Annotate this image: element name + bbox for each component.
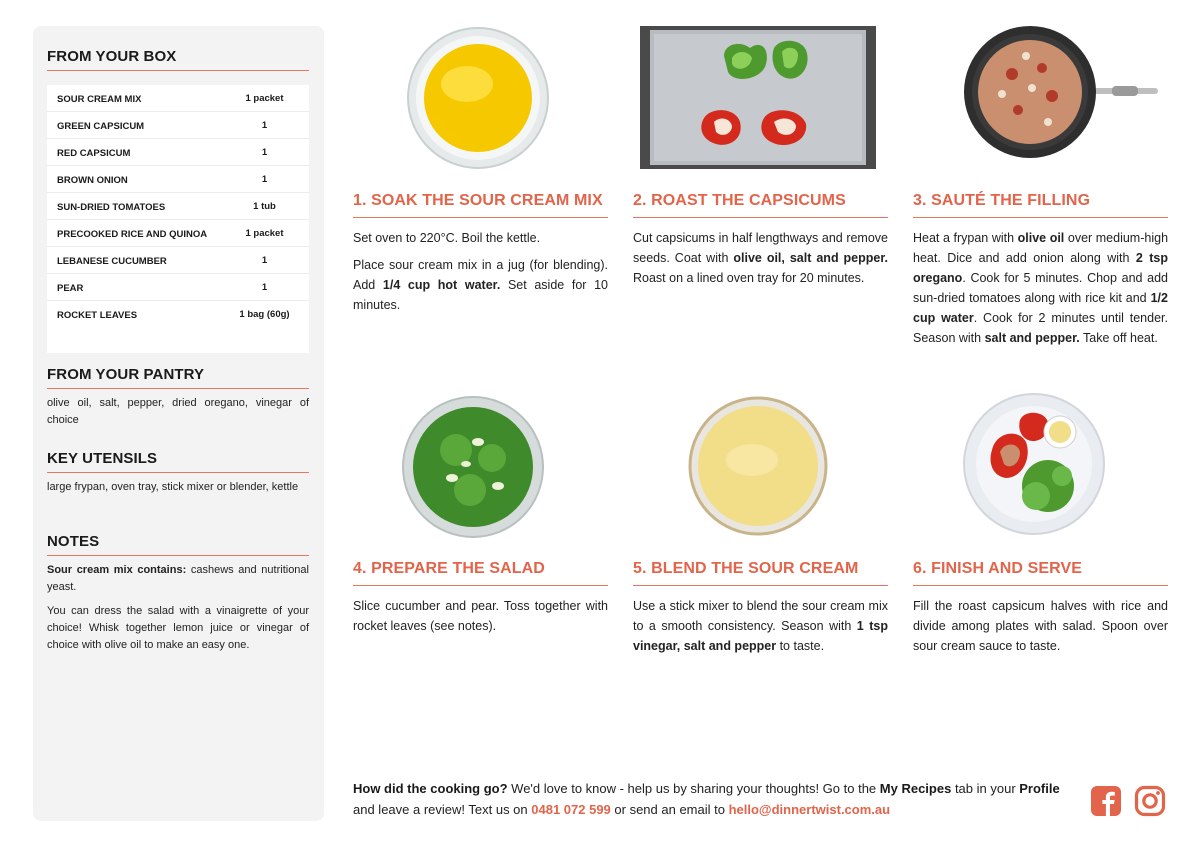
step-6-text: Fill the roast capsicum halves with rice and divide among plates with salad. Spoon over sour cream sauce to taste. [913, 599, 1168, 653]
ingredient-row: RED CAPSICUM 1 [47, 139, 309, 166]
notes-title: NOTES [47, 533, 100, 550]
section-divider [47, 555, 309, 556]
step-2-title: 2. ROAST THE CAPSICUMS [633, 192, 846, 209]
section-divider [47, 388, 309, 389]
key-utensils-title: KEY UTENSILS [47, 450, 158, 467]
ingredient-row: LEBANESE CUCUMBER 1 [47, 247, 309, 274]
step-divider [913, 217, 1168, 218]
ingredient-row: GREEN CAPSICUM 1 [47, 112, 309, 139]
instagram-icon[interactable] [1134, 785, 1166, 817]
blended-sour-cream-photo [688, 396, 828, 536]
from-your-pantry-title: FROM YOUR PANTRY [47, 366, 205, 383]
step-6-title: 6. FINISH AND SERVE [913, 560, 1083, 577]
from-your-box-title: FROM YOUR BOX [47, 48, 177, 65]
ingredients-sidebar [33, 26, 324, 821]
ingredient-row: SUN-DRIED TOMATOES 1 tub [47, 193, 309, 220]
step-3-title: 3. SAUTÉ THE FILLING [913, 192, 1091, 209]
facebook-icon[interactable] [1090, 785, 1122, 817]
step-divider [633, 585, 888, 586]
step-divider [353, 585, 608, 586]
ingredient-row: SOUR CREAM MIX 1 packet [47, 85, 309, 112]
step-divider [633, 217, 888, 218]
ingredient-row: ROCKET LEAVES 1 bag (60g) [57, 309, 290, 321]
utensils-text: large frypan, oven tray, stick mixer or blender, kettle [47, 481, 299, 493]
frypan-filling-photo [962, 26, 1162, 162]
step-divider [353, 217, 608, 218]
salad-bowl-photo [400, 394, 546, 540]
ingredient-row: PRECOOKED RICE AND QUINOA 1 packet [47, 220, 309, 247]
section-divider [47, 472, 309, 473]
ingredient-row: PEAR 1 [47, 274, 309, 301]
email-link[interactable]: hello@dinnertwist.com.au [728, 802, 891, 817]
step-3-text: Heat a frypan with olive oil over medium-high heat. Dice and add onion along with 2 tsp oregano. Cook for 5 minutes. Chop and add sun-dried tomatoes along with rice kit and 1/2 cup water. Cook for 2 minutes until tender. Season with salt and pepper. Take off heat. [913, 231, 1169, 345]
box-ingredients-table [47, 85, 309, 353]
step-1-text: Set oven to 220°C. Boil the kettle. Place sour cream mix in a jug (for blending). Add 1/4 cup hot water. Set aside for 10 minutes. [353, 231, 609, 312]
step-divider [913, 585, 1168, 586]
phone-link[interactable]: 0481 072 599 [531, 802, 611, 817]
served-plate-photo [962, 392, 1106, 536]
step-4-title: 4. PREPARE THE SALAD [353, 560, 545, 577]
section-divider [47, 70, 309, 71]
roasting-tray-photo [640, 26, 876, 169]
ingredient-row: BROWN ONION 1 [47, 166, 309, 193]
step-1-title: 1. SOAK THE SOUR CREAM MIX [353, 192, 603, 209]
step-5-text: Use a stick mixer to blend the sour cream mix to a smooth consistency. Season with 1 tsp vinegar, salt and pepper to taste. [633, 599, 888, 653]
step-2-text: Cut capsicums in half lengthways and remove seeds. Coat with olive oil, salt and pepper. Roast on a lined oven tray for 20 minutes. [633, 231, 888, 285]
feedback-footer: How did the cooking go? We'd love to know - help us by sharing your thoughts! Go to the My Recipes tab in your Profile and leave a review! Text us on 0481 072 599 or send an email to hello@dinnertwist.com.au [353, 781, 1060, 817]
sour-cream-jug-photo [405, 26, 551, 172]
step-5-title: 5. BLEND THE SOUR CREAM [633, 560, 859, 577]
pantry-text: olive oil, salt, pepper, dried oregano, vinegar of choice [47, 397, 309, 426]
step-4-text: Slice cucumber and pear. Toss together with rocket leaves (see notes). [353, 599, 608, 633]
notes-text: Sour cream mix contains: cashews and nutritional yeast. You can dress the salad with a vinaigrette of your choice! Whisk together lemon juice or vinegar of choice with olive oil to make an easy one. [47, 564, 309, 651]
